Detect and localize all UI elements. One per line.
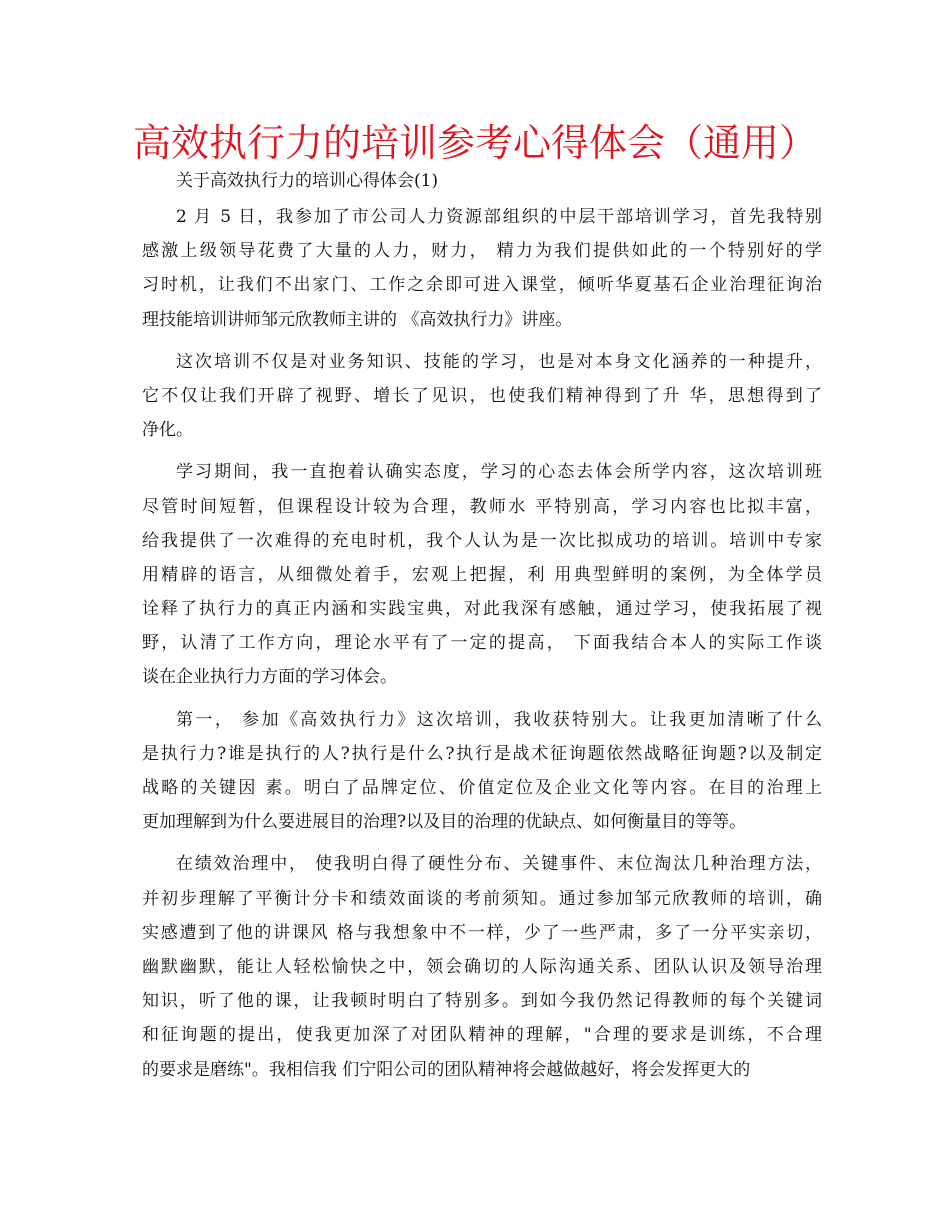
paragraph-line: 理技能培训讲师邹元欣教师主讲的 《高效执行力》讲座。 (142, 309, 573, 330)
paragraph-line: 野，认清了工作方向，理论水平有了一定的提高， 下面我结合本人的实际工作谈 (142, 633, 822, 654)
paragraph-line: 这次培训不仅是对业务知识、技能的学习，也是对本身文化涵养的一种提升， (176, 351, 822, 372)
paragraph-line: 的要求是磨练"。我相信我 们宁阳公司的团队精神将会越做越好，将会发挥更大的 (142, 1059, 751, 1080)
paragraph-line: 实感遭到了他的讲课风 格与我想象中不一样，少了一些严肃，多了一分平实亲切， (142, 922, 822, 943)
paragraph-2 (142, 345, 822, 448)
document-subtitle: 关于高效执行力的培训心得体会(1) (176, 171, 439, 191)
paragraph-line: 净化。 (142, 420, 193, 441)
document-body (142, 164, 822, 1087)
paragraph-5 (142, 847, 822, 1086)
paragraph-line: 2 月 5 日，我参加了市公司人力资源部组织的中层干部培训学习，首先我特别 (176, 207, 822, 227)
paragraph-line: 习时机，让我们不出家门、工作之余即可进入课堂，倾听华夏基石企业治理征询治 (142, 275, 822, 296)
paragraph-line: 它不仅让我们开辟了视野、增长了见识，也使我们精神得到了升 华，思想得到了 (142, 385, 822, 406)
paragraph-3 (142, 455, 822, 694)
paragraph-line: 感激上级领导花费了大量的人力，财力， 精力为我们提供如此的一个特别好的学 (142, 241, 822, 262)
paragraph-4 (142, 703, 822, 840)
paragraph-line: 和征询题的提出，使我更加深了对团队精神的理解，"合理的要求是训练，不合理 (142, 1025, 822, 1046)
paragraph-line: 学习期间，我一直抱着认确实态度，学习的心态去体会所学内容，这次培训班 (176, 462, 822, 483)
paragraph-line: 并初步理解了平衡计分卡和绩效面谈的考前须知。通过参加邹元欣教师的培训，确 (142, 888, 822, 909)
paragraph-line: 尽管时间短暂，但课程设计较为合理，教师水 平特别高，学习内容也比拟丰富， (142, 496, 822, 517)
paragraph-line: 在绩效治理中， 使我明白得了硬性分布、关键事件、末位淘汰几种治理方法， (176, 854, 822, 875)
paragraph-line: 第一， 参加《高效执行力》这次培训，我收获特别大。让我更加清晰了什么 (176, 709, 822, 730)
paragraph-line: 谈在企业执行力方面的学习体会。 (142, 667, 397, 688)
paragraph-line: 用精辟的语言，从细微处着手，宏观上把握，利 用典型鲜明的案例，为全体学员 (142, 564, 822, 585)
paragraph-line: 诠释了执行力的真正内涵和实践宝典，对此我深有感触，通过学习，使我拓展了视 (142, 599, 822, 620)
paragraph-line: 战略的关键因 素。明白了品牌定位、价值定位及企业文化等内容。在目的治理上 (142, 778, 822, 798)
paragraph-1 (142, 200, 822, 337)
paragraph-line: 更加理解到为什么要进展目的治理?以及目的治理的优缺点、如何衡量目的等等。 (142, 812, 747, 833)
paragraph-line: 是执行力?谁是执行的人?执行是什么?执行是战术征询题依然战略征询题?以及制定 (142, 743, 822, 764)
paragraph-line: 幽默幽默，能让人轻松愉快之中，领会确切的人际沟通关系、团队认识及领导治理 (142, 956, 822, 977)
document-title: 高效执行力的培训参考心得体会（通用） (132, 121, 817, 165)
paragraph-line: 给我提供了一次难得的充电时机，我个人认为是一次比拟成功的培训。培训中专家 (142, 530, 822, 551)
paragraph-line: 知识，听了他的课，让我顿时明白了特别多。到如今我仍然记得教师的每个关键词 (142, 991, 822, 1012)
